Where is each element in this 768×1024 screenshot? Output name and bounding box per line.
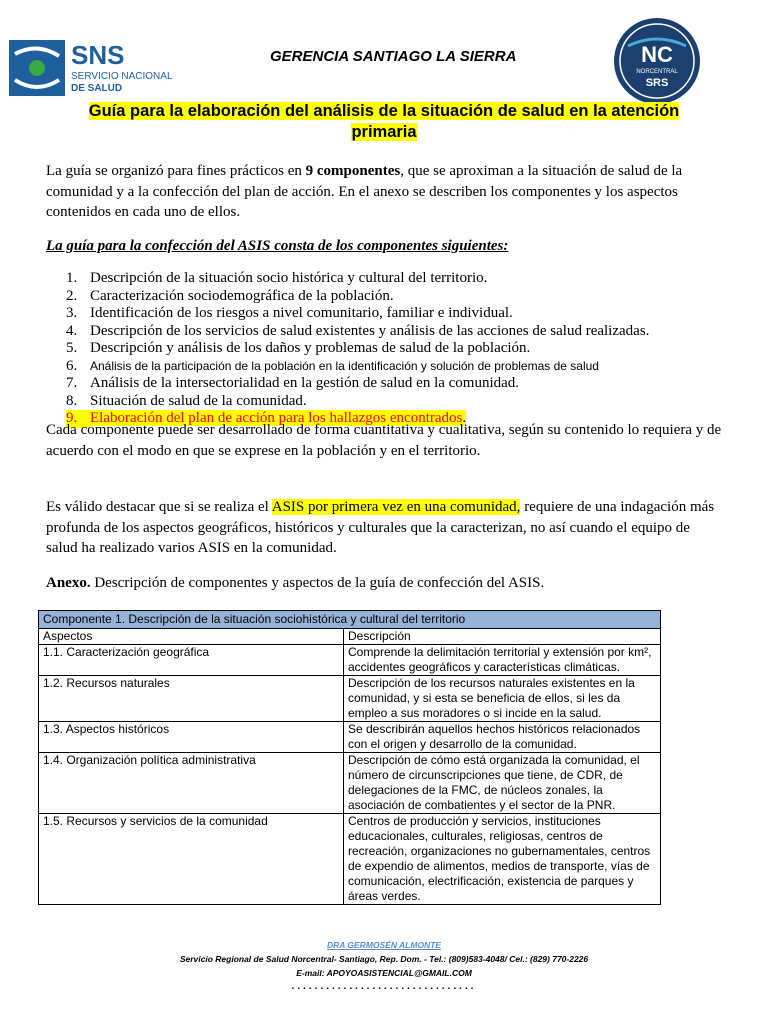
anexo-line <box>46 573 722 594</box>
guide-title <box>40 101 728 143</box>
list-item: 3. Identificación de los riesgos a nivel comunitario, familiar e individual. <box>66 305 513 321</box>
footer-email: E-mail: APOYOASISTENCIAL@GMAIL.COM <box>296 968 472 978</box>
intro-text-1: La guía se organizó para fines prácticos en <box>46 163 306 179</box>
component-table <box>38 610 661 905</box>
para-valido-text-1: Es válido destacar que si se realiza el <box>46 499 272 515</box>
list-item: 4. Descripción de los servicios de salud existentes y análisis de las acciones de salud realizadas. <box>66 322 650 339</box>
list-item-highlighted: 9. Elaboración del plan de acción para los hallazgos encontrados. <box>66 410 467 426</box>
footer-address: Servicio Regional de Salud Norcentral- Santiago, Rep. Dom. - Tel.: (809)583-4048/ Cel.: (829) 770-2226 <box>179 954 589 964</box>
description-cell: Se describirán aquellos hechos históricos relacionados con el origen y desarrollo de la comunidad. <box>344 722 661 753</box>
description-cell: Descripción de cómo está organizada la comunidad, el número de circunscripciones que tiene, de CDR, de delegaciones de la FMC, de núcleos zonales, la asociación de combatientes y el sector de la PNR. <box>344 753 661 814</box>
para-valido-text-2: requiere de una indagación más profunda de los aspectos geográficos, históricos y culturales que la caracterizan, no así cuando el equipo de salud ha realizado varios ASIS en la comunidad. <box>46 499 715 556</box>
nc-big: NC <box>641 42 673 67</box>
list-item: 1. Descripción de la situación socio histórica y cultural del territorio. <box>66 270 488 286</box>
intro-bold: 9 componentes <box>305 163 401 179</box>
table-row <box>39 753 661 814</box>
guide-title-line1: Guía para la elaboración del análisis de la situación de salud en la atención <box>88 102 680 120</box>
header-title: GERENCIA SANTIAGO LA SIERRA <box>270 48 517 65</box>
description-cell: Comprende la delimitación territorial y extensión por km², accidentes geográficos y características climáticas. <box>344 645 661 676</box>
component-list <box>66 270 649 428</box>
sns-acronym: SNS <box>71 40 125 70</box>
nc-srs: SRS <box>645 77 669 89</box>
list-item: 8. Situación de salud de la comunidad. <box>66 392 307 409</box>
nc-sub: NORCENTRAL <box>636 69 678 75</box>
para-valido <box>46 497 722 559</box>
guide-title-line2: primaria <box>351 123 417 141</box>
aspect-cell: 1.2. Recursos naturales <box>39 676 344 722</box>
norcentral-logo <box>612 16 702 106</box>
para-valido-highlight: ASIS por primera vez en una comunidad, <box>271 499 521 515</box>
table-column-row <box>39 629 661 645</box>
aspect-cell: 1.4. Organización política administrativa <box>39 753 344 814</box>
description-cell: Descripción de los recursos naturales existentes en la comunidad, y si esta se beneficia de ellos, si les da empleo a sus moradores o si incide en la salud. <box>344 676 661 722</box>
column-header-descripcion: Descripción <box>344 629 661 645</box>
aspect-cell: 1.1. Caracterización geográfica <box>39 645 344 676</box>
aspect-cell: 1.3. Aspectos históricos <box>39 722 344 753</box>
footer-dots: ................................ <box>291 981 477 992</box>
list-item: 6. Análisis de la participación de la población en la identificación y solución de problemas de salud <box>66 357 599 374</box>
anexo-label: Anexo. <box>46 575 91 591</box>
sns-logo <box>9 40 179 96</box>
para-cada-componente: Cada componente puede ser desarrollado de forma cuantitativa y cualitativa, según su contenido lo requiera y de acuerdo con el modo en que se exprese en la población y en el territorio. <box>46 422 722 459</box>
list-item: 7. Análisis de la intersectorialidad en la gestión de salud en la comunidad. <box>66 375 520 391</box>
description-cell: Centros de producción y servicios, instituciones educacionales, culturales, religiosas, centros de recreación, organizaciones no gubernamentales, centros de expendio de alimentos, medios de transporte, vías de comunicación, electrificación, existencia de parques y áreas verdes. <box>344 814 661 905</box>
aspect-cell: 1.5. Recursos y servicios de la comunidad <box>39 814 344 905</box>
column-header-aspectos: Aspectos <box>39 629 344 645</box>
list-item: 5. Descripción y análisis de los daños y problemas de salud de la población. <box>66 340 531 356</box>
intro-text-2: , que se aproximan a la situación de salud de la comunidad y a la confección del plan de acción. En el anexo se describen los componentes y los aspectos contenidos en cada uno de ellos. <box>46 163 683 220</box>
sns-line2: DE SALUD <box>71 83 123 94</box>
table-row <box>39 676 661 722</box>
footer <box>0 938 768 994</box>
table-header-row <box>39 611 661 629</box>
list-item: 2. Caracterización sociodemográfica de la población. <box>66 287 394 304</box>
anexo-text: Descripción de componentes y aspectos de la guía de confección del ASIS. <box>90 575 545 591</box>
table-row <box>39 645 661 676</box>
list-heading: La guía para la confección del ASIS consta de los componentes siguientes: <box>46 238 509 254</box>
footer-name: DRA GERMOSÉN ALMONTE <box>326 940 442 950</box>
intro-paragraph <box>46 161 722 223</box>
table-header: Componente 1. Descripción de la situación sociohistórica y cultural del territorio <box>39 611 661 629</box>
table-row <box>39 722 661 753</box>
table-row <box>39 814 661 905</box>
sns-line1: SERVICIO NACIONAL <box>71 71 173 82</box>
